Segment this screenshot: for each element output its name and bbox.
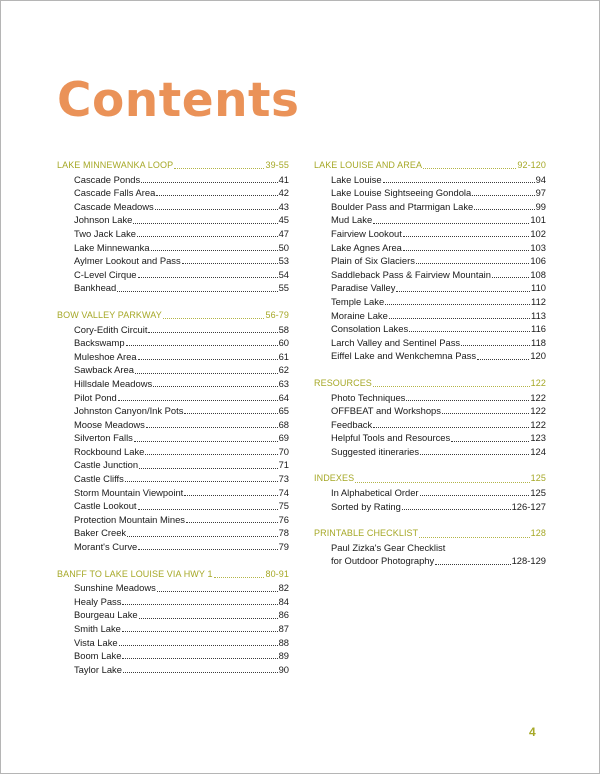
section-heading[interactable]	[314, 159, 546, 173]
toc-entry-label: Suggested itineraries	[331, 445, 420, 457]
toc-entry-label: for Outdoor Photography	[331, 555, 435, 567]
toc-entry-label: Plain of Six Glaciers	[331, 255, 415, 267]
leader-dots	[123, 672, 278, 673]
leader-dots	[134, 441, 278, 442]
leader-dots	[146, 427, 278, 428]
toc-entry-label: Castle Cliffs	[74, 473, 124, 485]
toc-entry[interactable]	[57, 404, 289, 418]
toc-entry[interactable]	[314, 486, 546, 500]
leader-dots	[122, 658, 277, 659]
toc-entry-page: 99	[535, 200, 546, 212]
toc-section	[57, 309, 289, 554]
toc-entry-label: Temple Lake	[331, 295, 385, 307]
leader-dots	[148, 332, 277, 333]
toc-entry-label: Rockbound Lake	[74, 445, 145, 457]
toc-section	[314, 377, 546, 459]
toc-entry-label: Cascade Meadows	[74, 200, 154, 212]
toc-entry-label: C-Level Cirque	[74, 268, 137, 280]
leader-dots	[157, 591, 278, 592]
toc-entry-page: 102	[530, 227, 546, 239]
toc-entry[interactable]	[57, 186, 289, 200]
toc-entry[interactable]	[314, 431, 546, 445]
page-title: Contents	[57, 73, 300, 128]
toc-entry-page: 78	[278, 527, 289, 539]
toc-entry-page: 89	[278, 650, 289, 662]
toc-entry-label: Storm Mountain Viewpoint	[74, 486, 184, 498]
toc-entry-page: 63	[278, 377, 289, 389]
toc-entry-label: Johnston Canyon/Ink Pots	[74, 405, 184, 417]
toc-entry-label: Muleshoe Area	[74, 350, 137, 362]
toc-entry-label: Photo Techniques	[331, 391, 406, 403]
toc-entry[interactable]	[57, 526, 289, 540]
leader-dots	[186, 522, 278, 523]
toc-entry[interactable]	[57, 227, 289, 241]
leader-dots	[182, 263, 278, 264]
toc-entry[interactable]	[314, 268, 546, 282]
leader-dots	[118, 400, 278, 401]
toc-section	[57, 568, 289, 677]
toc-entry[interactable]	[57, 540, 289, 554]
toc-column-right	[314, 159, 546, 582]
toc-entry-page: 47	[278, 227, 289, 239]
toc-entry-page: 41	[278, 173, 289, 185]
leader-dots	[138, 549, 277, 550]
toc-entry[interactable]	[314, 404, 546, 418]
toc-entry[interactable]	[57, 281, 289, 295]
toc-entry-label: Castle Junction	[74, 459, 139, 471]
leader-dots	[461, 345, 530, 346]
section-heading[interactable]	[57, 159, 289, 173]
toc-entry-label: Paul Zizka's Gear Checklist	[331, 541, 446, 553]
toc-entry-page: 122	[530, 405, 546, 417]
toc-entry-label: Silverton Falls	[74, 432, 133, 444]
toc-entry[interactable]	[314, 213, 546, 227]
toc-entry-label: Johnson Lake	[74, 214, 133, 226]
section-heading-label: LAKE MINNEWANKA LOOP	[57, 160, 174, 170]
leader-dots	[416, 263, 529, 264]
toc-entry[interactable]	[314, 241, 546, 255]
toc-entry[interactable]	[314, 391, 546, 405]
toc-entry-label: Sorted by Rating	[331, 500, 401, 512]
section-heading-label: PRINTABLE CHECKLIST	[314, 528, 419, 539]
toc-section	[57, 159, 289, 295]
leader-dots	[409, 331, 530, 332]
toc-entry-page: 86	[278, 609, 289, 621]
toc-entry-label: Cory-Edith Circuit	[74, 323, 148, 335]
leader-dots	[126, 345, 278, 346]
leader-dots	[139, 618, 278, 619]
section-heading-page: 56-79	[265, 309, 289, 320]
toc-entry[interactable]	[57, 268, 289, 282]
toc-entry-label: Lake Minnewanka	[74, 241, 150, 253]
toc-entry-page: 73	[278, 473, 289, 485]
toc-entry-label: Moose Meadows	[74, 418, 145, 430]
leader-dots	[117, 291, 277, 292]
leader-dots	[373, 427, 529, 428]
toc-entry-page: 84	[278, 595, 289, 607]
toc-entry-label: Taylor Lake	[74, 663, 122, 675]
section-heading-page: 122	[530, 377, 546, 388]
toc-entry-label: Boulder Pass and Ptarmigan Lake	[331, 200, 474, 212]
toc-entry[interactable]	[314, 173, 546, 187]
toc-entry[interactable]	[57, 458, 289, 472]
leader-dots	[355, 482, 529, 483]
toc-entry-label: Vista Lake	[74, 636, 118, 648]
toc-entry-page: 110	[531, 282, 546, 294]
toc-entry-page: 76	[278, 513, 289, 525]
toc-entry-page: 112	[531, 295, 546, 307]
toc-entry[interactable]	[57, 486, 289, 500]
toc-entry[interactable]	[314, 227, 546, 241]
toc-entry-label: Saddleback Pass & Fairview Mountain	[331, 268, 491, 280]
toc-entry[interactable]	[57, 445, 289, 459]
leader-dots	[174, 168, 264, 169]
leader-dots	[184, 413, 277, 414]
toc-entry-page: 113	[531, 309, 546, 321]
toc-entry-label: Lake Louise	[331, 173, 382, 185]
toc-entry-page: 65	[278, 405, 289, 417]
leader-dots	[403, 236, 529, 237]
leader-dots	[163, 318, 265, 319]
toc-entry[interactable]	[57, 173, 289, 187]
leader-dots	[373, 386, 530, 387]
section-heading-page: 80-91	[265, 568, 289, 579]
toc-entry-page: 50	[278, 241, 289, 253]
toc-entry-label: Moraine Lake	[331, 309, 388, 321]
toc-entry-page: 43	[278, 200, 289, 212]
toc-entry-label: Bourgeau Lake	[74, 609, 138, 621]
toc-entry[interactable]	[314, 322, 546, 336]
section-heading-label: BANFF TO LAKE LOUISE VIA HWY 1	[57, 568, 213, 579]
toc-entry-page: 45	[278, 214, 289, 226]
toc-entry-label: Lake Louise Sightseeing Gondola	[331, 187, 472, 199]
toc-entry-page: 122	[530, 391, 546, 403]
toc-entry[interactable]	[57, 622, 289, 636]
toc-section	[314, 527, 546, 568]
leader-dots	[435, 564, 510, 565]
section-heading[interactable]	[314, 472, 546, 486]
toc-entry-label: Cascade Falls Area	[74, 187, 156, 199]
toc-entry-label: Cascade Ponds	[74, 173, 141, 185]
toc-entry-page: 128-129	[511, 555, 546, 567]
toc-entry[interactable]	[314, 336, 546, 350]
toc-entry-page: 94	[535, 173, 546, 185]
toc-entry-label: Morant's Curve	[74, 541, 138, 553]
leader-dots	[423, 168, 516, 169]
leader-dots	[122, 604, 277, 605]
leader-dots	[145, 454, 277, 455]
page-number: 4	[529, 725, 536, 739]
toc-entry-page: 118	[531, 336, 546, 348]
section-heading-page: 39-55	[265, 160, 289, 170]
toc-entry-page: 60	[278, 337, 289, 349]
leader-dots	[127, 536, 277, 537]
leader-dots	[492, 277, 529, 278]
toc-entry[interactable]	[57, 431, 289, 445]
toc-entry-page: 88	[278, 636, 289, 648]
toc-entry-label: Sawback Area	[74, 364, 134, 376]
leader-dots	[214, 577, 265, 578]
toc-entry[interactable]	[57, 363, 289, 377]
section-heading-label: LAKE LOUISE AND AREA	[314, 160, 423, 170]
toc-entry[interactable]	[57, 663, 289, 677]
toc-entry-label: Healy Pass	[74, 595, 122, 607]
leader-dots	[396, 291, 530, 292]
toc-entry-page: 58	[278, 323, 289, 335]
toc-entry-page: 90	[278, 663, 289, 675]
section-heading-label: RESOURCES	[314, 377, 372, 388]
toc-entry[interactable]	[57, 513, 289, 527]
toc-entry-page: 123	[530, 432, 546, 444]
leader-dots	[419, 537, 529, 538]
toc-entry-label: Paradise Valley	[331, 282, 396, 294]
section-heading[interactable]	[57, 568, 289, 582]
toc-entry-page: 125	[530, 487, 546, 499]
toc-entry[interactable]	[57, 499, 289, 513]
toc-entry-label: Aylmer Lookout and Pass	[74, 255, 181, 267]
toc-entry[interactable]	[57, 213, 289, 227]
toc-entry-page: 71	[278, 459, 289, 471]
toc-entry-label: Lake Agnes Area	[331, 241, 402, 253]
leader-dots	[125, 481, 278, 482]
toc-entry[interactable]	[57, 377, 289, 391]
toc-entry-page: 42	[278, 187, 289, 199]
leader-dots	[420, 454, 529, 455]
toc-entry[interactable]	[57, 418, 289, 432]
toc-entry[interactable]	[314, 500, 546, 514]
toc-entry-label: Protection Mountain Mines	[74, 513, 185, 525]
toc-entry-page: 74	[278, 486, 289, 498]
leader-dots	[138, 359, 278, 360]
leader-dots	[474, 209, 534, 210]
toc-entry[interactable]	[314, 200, 546, 214]
toc-entry[interactable]	[314, 445, 546, 459]
toc-entry-label: Sunshine Meadows	[74, 582, 156, 594]
toc-entry[interactable]	[57, 636, 289, 650]
toc-entry-page: 54	[278, 268, 289, 280]
leader-dots	[472, 195, 534, 196]
leader-dots	[184, 495, 277, 496]
toc-entry-page: 106	[530, 255, 546, 267]
toc-entry[interactable]	[314, 295, 546, 309]
toc-entry-page: 53	[278, 255, 289, 267]
toc-entry[interactable]	[314, 418, 546, 432]
toc-entry[interactable]	[314, 554, 546, 568]
toc-entry-label: Baker Creek	[74, 527, 127, 539]
toc-entry[interactable]	[314, 186, 546, 200]
leader-dots	[420, 495, 530, 496]
toc-entry-label: Larch Valley and Sentinel Pass	[331, 336, 461, 348]
toc-column-left	[57, 159, 289, 690]
toc-entry-page: 69	[278, 432, 289, 444]
toc-section	[314, 472, 546, 513]
toc-entry-page: 97	[535, 187, 546, 199]
toc-entry-label: Helpful Tools and Resources	[331, 432, 451, 444]
leader-dots	[442, 413, 529, 414]
toc-entry[interactable]	[57, 595, 289, 609]
toc-entry[interactable]	[314, 254, 546, 268]
toc-entry-label: In Alphabetical Order	[331, 487, 419, 499]
toc-entry-label: Bankhead	[74, 282, 117, 294]
toc-entry[interactable]	[57, 391, 289, 405]
toc-entry[interactable]	[57, 472, 289, 486]
toc-entry[interactable]	[314, 281, 546, 295]
toc-entry-page: 79	[278, 541, 289, 553]
toc-entry[interactable]	[57, 200, 289, 214]
toc-entry-page: 108	[530, 268, 546, 280]
section-heading-label: BOW VALLEY PARKWAY	[57, 309, 162, 320]
toc-entry-label: Two Jack Lake	[74, 227, 137, 239]
toc-entry[interactable]	[57, 241, 289, 255]
toc-entry[interactable]	[57, 254, 289, 268]
toc-entry-page: 87	[278, 623, 289, 634]
section-heading[interactable]	[314, 377, 546, 391]
toc-entry[interactable]	[314, 541, 546, 555]
toc-entry-page: 61	[278, 350, 289, 362]
leader-dots	[402, 509, 511, 510]
leader-dots	[373, 223, 529, 224]
toc-entry-page: 70	[278, 445, 289, 457]
leader-dots	[151, 250, 278, 251]
toc-entry-page: 126-127	[511, 500, 546, 512]
toc-entry[interactable]	[57, 336, 289, 350]
toc-entry-page: 75	[278, 500, 289, 512]
section-heading[interactable]	[57, 309, 289, 323]
toc-section	[314, 159, 546, 363]
section-heading-page: 125	[530, 473, 546, 484]
toc-entry[interactable]	[57, 608, 289, 622]
leader-dots	[138, 509, 278, 510]
toc-entry-label: Castle Lookout	[74, 500, 137, 512]
toc-entry[interactable]	[314, 309, 546, 323]
toc-entry-label: Pilot Pond	[74, 391, 117, 403]
toc-entry-label: Boom Lake	[74, 650, 122, 662]
toc-entry-label: Hillsdale Meadows	[74, 377, 153, 389]
toc-entry[interactable]	[57, 350, 289, 364]
leader-dots	[385, 304, 530, 305]
leader-dots	[133, 223, 277, 224]
toc-entry-label: Mud Lake	[331, 214, 373, 226]
toc-entry-page: 64	[278, 391, 289, 403]
leader-dots	[383, 182, 535, 183]
leader-dots	[153, 386, 277, 387]
section-heading[interactable]	[314, 527, 546, 541]
leader-dots	[141, 182, 277, 183]
toc-entry-page: 124	[530, 445, 546, 457]
section-heading-page: 92-120	[517, 160, 546, 170]
toc-entry-page: 103	[530, 241, 546, 253]
toc-entry-label: Backswamp	[74, 337, 125, 349]
leader-dots	[135, 373, 278, 374]
leader-dots	[155, 209, 278, 210]
toc-entry-page: 122	[530, 418, 546, 430]
leader-dots	[156, 195, 277, 196]
leader-dots	[403, 250, 529, 251]
section-heading-page: 128	[530, 528, 546, 539]
section-heading-label: INDEXES	[314, 473, 355, 484]
toc-entry[interactable]	[314, 349, 546, 363]
toc-entry-label: Smith Lake	[74, 623, 121, 634]
leader-dots	[138, 277, 278, 278]
toc-entry-label: Consolation Lakes	[331, 323, 409, 335]
toc-entry-page: 62	[278, 364, 289, 376]
leader-dots	[137, 236, 278, 237]
toc-entry-page: 82	[278, 582, 289, 594]
toc-entry-page: 55	[278, 282, 289, 294]
leader-dots	[389, 318, 530, 319]
toc-entry-label: OFFBEAT and Workshops	[331, 405, 441, 417]
toc-entry-page: 120	[530, 350, 546, 362]
toc-entry[interactable]	[57, 323, 289, 337]
leader-dots	[477, 359, 529, 360]
toc-entry[interactable]	[57, 581, 289, 595]
leader-dots	[139, 468, 277, 469]
toc-entry-label: Eiffel Lake and Wenkchemna Pass	[331, 350, 477, 362]
toc-entry[interactable]	[57, 649, 289, 663]
toc-entry-label: Feedback	[331, 418, 373, 430]
toc-entry-label: Fairview Lookout	[331, 227, 402, 239]
leader-dots	[122, 631, 278, 632]
toc-entry-page: 68	[278, 418, 289, 430]
leader-dots	[119, 645, 278, 646]
leader-dots	[451, 441, 529, 442]
toc-entry-page: 116	[531, 323, 546, 335]
toc-entry-page: 101	[530, 214, 546, 226]
leader-dots	[406, 400, 529, 401]
